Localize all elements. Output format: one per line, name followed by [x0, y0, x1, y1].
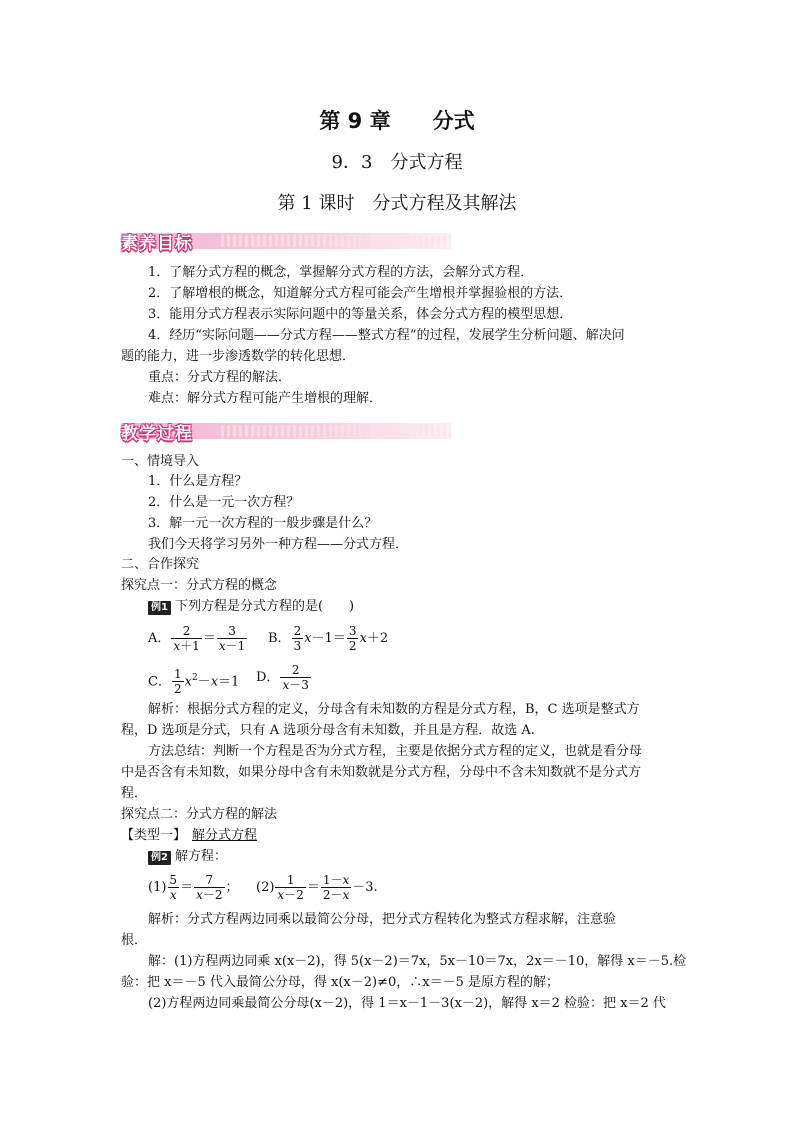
goals-banner	[121, 229, 451, 253]
section-title: 9．3 分式方程	[331, 152, 463, 173]
chapter-title: 第 9 章 分式	[319, 109, 475, 133]
intro-question: 3．解一元一次方程的一般步骤是什么？	[148, 516, 378, 531]
goal-item: 4．经历“实际问题——分式方程——整式方程”的过程，发展学生分析问题、解决问	[148, 328, 625, 343]
analysis-1: 解析：根据分式方程的定义，分母含有未知数的方程是分式方程，B，C 选项是整式方	[148, 702, 640, 717]
example-1-text: 下列方程是分式方程的是( )	[174, 599, 355, 614]
type-1-title: 解分式方程	[192, 828, 258, 843]
solution-1: 解：(1)方程两边同乘 x(x－2)，得 5(x－2)＝7x，5x－10＝7x，2x＝－10，解得 x＝－5.检	[148, 954, 687, 969]
option-a: A． $\frac{2}{x+1}$ ＝ $\frac{3}{x-1}$	[148, 624, 246, 653]
example-2	[148, 847, 227, 867]
intro-heading: 一、情境导入	[121, 454, 200, 469]
key-point: 重点：分式方程的解法．	[148, 370, 292, 385]
option-b-label: B．	[268, 631, 291, 646]
intro-question: 1．什么是方程？	[148, 474, 248, 489]
example-1	[148, 597, 354, 617]
intro-question: 2．什么是一元一次方程？	[148, 495, 300, 510]
explore-point-2: 探究点二：分式方程的解法	[121, 807, 278, 822]
option-a-label: A．	[148, 631, 171, 646]
analysis-1-cont: 程，D 选项是分式，只有 A 选项分母含有未知数，并且是方程．故选 A.	[121, 723, 535, 738]
type-1-heading	[121, 826, 257, 846]
example-2-text: 解方程：	[174, 849, 227, 864]
example-2-tag: 例2	[148, 851, 171, 865]
process-banner-label: 教学过程	[121, 424, 193, 444]
solution-2: (2)方程两边同乘最简公分母(x－2)，得 1＝x－1－3(x－2)，解得 x＝2 检验：把 x＝2 代	[148, 996, 666, 1011]
equation-2: (2) $\frac{1}{x-2}$ ＝ $\frac{1-x}{2-x}$ －3.	[256, 873, 378, 902]
option-c-label: C．	[148, 674, 171, 690]
goal-item: 题的能力，进一步渗透数学的转化思想．	[121, 349, 356, 364]
analysis-2-cont: 根．	[121, 933, 148, 948]
analysis-2: 解析：分式方程两边同乘以最简公分母，把分式方程转化为整式方程求解，注意验	[148, 912, 617, 927]
difficult-point: 难点：解分式方程可能产生增根的理解．	[148, 391, 383, 406]
option-d: D． $\frac{2}{x-3}$	[256, 663, 309, 692]
intro-transition: 我们今天将学习另外一种方程——分式方程．	[148, 537, 409, 552]
explore-heading: 二、合作探究	[121, 557, 200, 572]
solution-1-cont: 验：把 x＝－5 代入最简公分母，得 x(x－2)≠0，∴x＝－5 是原方程的解；	[121, 975, 559, 990]
lesson-title: 第 1 课时 分式方程及其解法	[277, 193, 517, 214]
type-1-bracket: 【类型一】	[121, 828, 187, 843]
goal-item: 2．了解增根的概念，知道解分式方程可能会产生增根并掌握验根的方法．	[148, 286, 573, 301]
option-d-label: D．	[256, 670, 280, 685]
example-1-tag: 例1	[148, 601, 171, 615]
goal-item: 3．能用分式方程表示实际问题中的等量关系，体会分式方程的模型思想．	[148, 307, 573, 322]
goal-item: 1．了解分式方程的概念，掌握解分式方程的方法，会解分式方程．	[148, 265, 534, 280]
option-b: B． $\frac{2}{3}$ x－1＝ $\frac{3}{2}$ x＋2	[268, 624, 389, 653]
explore-point-1: 探究点一：分式方程的概念	[121, 578, 278, 593]
method-summary: 方法总结：判断一个方程是否为分式方程，主要是依据分式方程的定义，也就是看分母	[148, 744, 643, 759]
option-c: C． $\frac{1}{2}$ $x^2-x=1$	[148, 667, 240, 697]
method-summary-cont: 中是否含有未知数，如果分母中含有未知数就是分式方程，分母中不含未知数就不是分式方	[121, 765, 642, 780]
method-summary-end: 程．	[121, 786, 148, 801]
goals-banner-label: 素养目标	[121, 234, 193, 254]
process-banner	[121, 419, 451, 443]
equation-1: (1) $\frac{5}{x}$ ＝ $\frac{7}{x-2}$ ；	[148, 873, 239, 902]
